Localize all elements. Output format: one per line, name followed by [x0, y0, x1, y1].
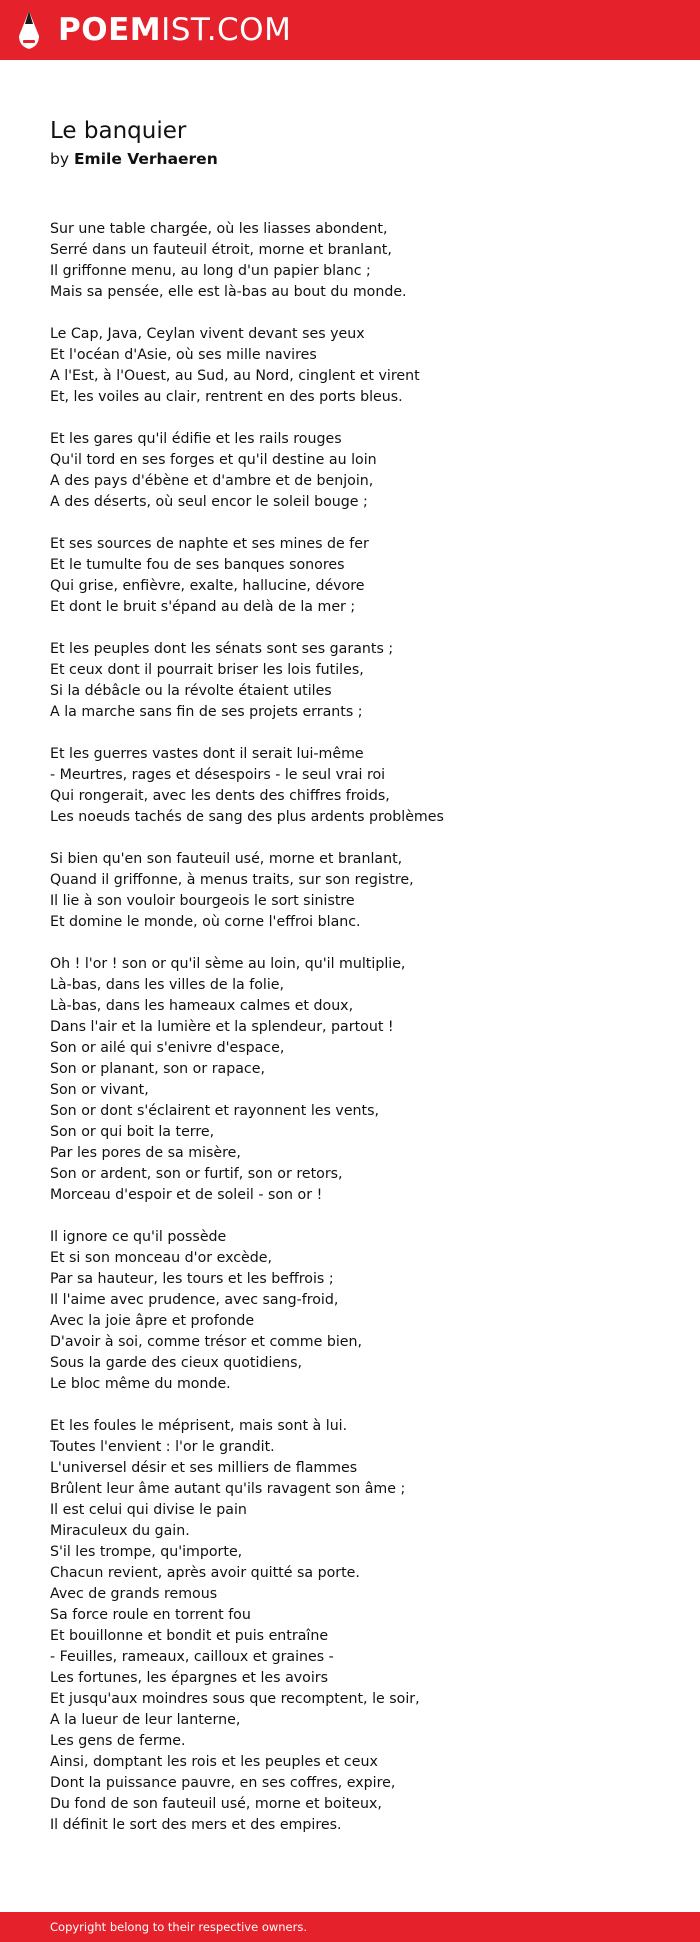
poem-line: Miraculeux du gain. — [50, 1523, 190, 1539]
poem-line: Il est celui qui divise le pain — [50, 1502, 247, 1518]
poem-line: - Feuilles, rameaux, cailloux et graines - — [50, 1649, 334, 1665]
poem-line: Qui rongerait, avec les dents des chiffres froids, — [50, 788, 390, 804]
poem-line: Son or planant, son or rapace, — [50, 1061, 265, 1077]
poem-line: Sous la garde des cieux quotidiens, — [50, 1355, 303, 1371]
poem-line: Il définit le sort des mers et des empires. — [50, 1817, 342, 1833]
copyright-text: Copyright belong to their respective owners. — [50, 1920, 308, 1934]
poem-line: Les noeuds tachés de sang des plus ardents problèmes — [50, 809, 444, 825]
poem-line: Il griffonne menu, au long d'un papier blanc ; — [50, 263, 371, 279]
poem-line: Son or ardent, son or furtif, son or retors, — [50, 1166, 343, 1182]
author-link[interactable]: Emile Verhaeren — [73, 150, 218, 168]
poem-line: Et l'océan d'Asie, où ses mille navires — [50, 347, 317, 363]
poem-line: Et ceux dont il pourrait briser les lois futiles, — [50, 662, 364, 678]
poem-line: Son or dont s'éclairent et rayonnent les vents, — [50, 1103, 380, 1119]
site-header — [0, 0, 700, 60]
poem-line: Dont la puissance pauvre, en ses coffres, expire, — [50, 1775, 396, 1791]
poem-line: Et les peuples dont les sénats sont ses garants ; — [50, 641, 394, 657]
poem-line: Le bloc même du monde. — [50, 1376, 231, 1392]
poem-line: Et si son monceau d'or excède, — [50, 1250, 272, 1266]
stanza — [50, 429, 670, 513]
poem-body — [50, 219, 670, 1836]
poem-line: Là-bas, dans les villes de la folie, — [50, 977, 285, 993]
poem-line: Par sa hauteur, les tours et les beffrois ; — [50, 1271, 334, 1287]
poem-line: Si bien qu'en son fauteuil usé, morne et branlant, — [50, 851, 403, 867]
poem-line: A des déserts, où seul encor le soleil bouge ; — [50, 494, 368, 510]
poem-line: A des pays d'ébène et d'ambre et de benjoin, — [50, 473, 374, 489]
poem-line: Et domine le monde, où corne l'effroi blanc. — [50, 914, 361, 930]
poem-line: Il l'aime avec prudence, avec sang-froid, — [50, 1292, 339, 1308]
poem-line: Son or qui boit la terre, — [50, 1124, 215, 1140]
poem-line: Il lie à son vouloir bourgeois le sort sinistre — [50, 893, 355, 909]
stanza — [50, 954, 670, 1206]
stanza — [50, 639, 670, 723]
poem-line: Morceau d'espoir et de soleil - son or ! — [50, 1187, 323, 1203]
poem-line: Dans l'air et la lumière et la splendeur, partout ! — [50, 1019, 394, 1035]
poem-line: Mais sa pensée, elle est là-bas au bout du monde. — [50, 284, 407, 300]
poem-line: A la lueur de leur lanterne, — [50, 1712, 241, 1728]
poem-header — [50, 116, 650, 170]
poem-line: Avec la joie âpre et profonde — [50, 1313, 255, 1329]
poem-line: Et dont le bruit s'épand au delà de la mer ; — [50, 599, 356, 615]
poem-line: Quand il griffonne, à menus traits, sur son registre, — [50, 872, 414, 888]
stanza — [50, 534, 670, 618]
poem-line: Brûlent leur âme autant qu'ils ravagent son âme ; — [50, 1481, 406, 1497]
poem-line: Et les foules le méprisent, mais sont à lui. — [50, 1418, 348, 1434]
poem-line: Et le tumulte fou de ses banques sonores — [50, 557, 345, 573]
poem-line: Avec de grands remous — [50, 1586, 218, 1602]
poem-line: Son or vivant, — [50, 1082, 149, 1098]
brand-light: IST.COM — [161, 12, 292, 48]
poem-line: A l'Est, à l'Ouest, au Sud, au Nord, cinglent et virent — [50, 368, 420, 384]
poem-line: Et, les voiles au clair, rentrent en des ports bleus. — [50, 389, 403, 405]
home-logo-link[interactable] — [16, 10, 291, 50]
stanza — [50, 744, 670, 828]
poem-line: S'il les trompe, qu'importe, — [50, 1544, 243, 1560]
poem-line: Là-bas, dans les hameaux calmes et doux, — [50, 998, 354, 1014]
stanza — [50, 324, 670, 408]
stanza — [50, 1416, 670, 1836]
byline — [50, 148, 650, 170]
poem-line: Les fortunes, les épargnes et les avoirs — [50, 1670, 328, 1686]
stanza — [50, 219, 670, 303]
poem-line: Qui grise, enfièvre, exalte, hallucine, dévore — [50, 578, 365, 594]
poem-line: L'universel désir et ses milliers de flammes — [50, 1460, 358, 1476]
poem-line: Sur une table chargée, où les liasses abondent, — [50, 221, 388, 237]
site-footer — [0, 1912, 700, 1942]
poem-line: A la marche sans fin de ses projets errants ; — [50, 704, 363, 720]
poem-line: Et jusqu'aux moindres sous que recomptent, le soir, — [50, 1691, 420, 1707]
poem-line: Qu'il tord en ses forges et qu'il destine au loin — [50, 452, 377, 468]
poem-line: Le Cap, Java, Ceylan vivent devant ses yeux — [50, 326, 365, 342]
poem-line: - Meurtres, rages et désespoirs - le seul vrai roi — [50, 767, 386, 783]
poem-line: Ainsi, domptant les rois et les peuples et ceux — [50, 1754, 378, 1770]
poem-line: Et bouillonne et bondit et puis entraîne — [50, 1628, 329, 1644]
poem-line: D'avoir à soi, comme trésor et comme bien, — [50, 1334, 363, 1350]
poem-line: Chacun revient, après avoir quitté sa porte. — [50, 1565, 360, 1581]
poem-line: Serré dans un fauteuil étroit, morne et branlant, — [50, 242, 392, 258]
stanza — [50, 849, 670, 933]
poem-line: Son or ailé qui s'enivre d'espace, — [50, 1040, 285, 1056]
byline-prefix: by — [50, 150, 70, 168]
brand-wordmark — [58, 10, 291, 50]
poem-line: Et les guerres vastes dont il serait lui-même — [50, 746, 364, 762]
poem-line: Et les gares qu'il édifie et les rails rouges — [50, 431, 342, 447]
poem-line: Oh ! l'or ! son or qu'il sème au loin, qu'il multiplie, — [50, 956, 406, 972]
poem-line: Du fond de son fauteuil usé, morne et boiteux, — [50, 1796, 382, 1812]
pen-nib-icon — [16, 10, 42, 50]
poem-line: Si la débâcle ou la révolte étaient utiles — [50, 683, 332, 699]
poem-title: Le banquier — [50, 118, 187, 144]
poem-line: Sa force roule en torrent fou — [50, 1607, 251, 1623]
poem-line: Par les pores de sa misère, — [50, 1145, 241, 1161]
poem-line: Il ignore ce qu'il possède — [50, 1229, 227, 1245]
poem-line: Les gens de ferme. — [50, 1733, 186, 1749]
brand-strong: POEM — [58, 12, 162, 48]
poem-line: Toutes l'envient : l'or le grandit. — [50, 1439, 275, 1455]
stanza — [50, 1227, 670, 1395]
poem-line: Et ses sources de naphte et ses mines de fer — [50, 536, 369, 552]
